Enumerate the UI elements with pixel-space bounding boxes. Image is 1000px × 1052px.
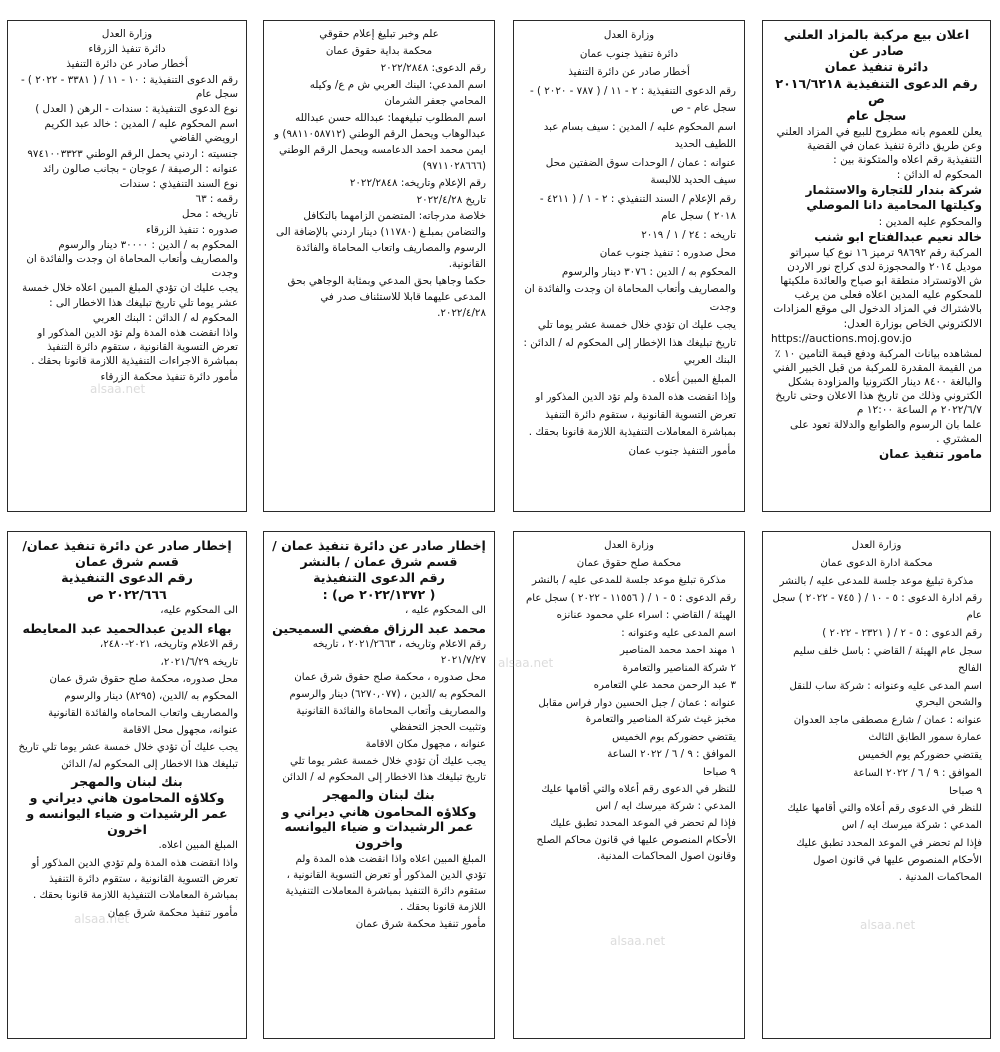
case-number: رقم الدعوى التنفيذية ٢٠١٦/٦٢١٨ ص <box>775 75 978 107</box>
notice-heading: دائرة تنفيذ عمان <box>824 59 929 75</box>
notice-text: حكما وجاهيا بحق المدعي وبمثابة الوجاهي بحق المدعى عليهما قابلا للاستئناف صدر في ٢٠٢٢/٤/٢٨. <box>287 275 486 320</box>
watermark-text: alsaa.net <box>498 656 554 670</box>
notice-text: علما بان الرسوم والطوابع والدلالة تعود على المشتري . <box>790 419 982 446</box>
notice-east-amman-execution-2 <box>7 531 247 1039</box>
notice-heading: إخطار صادر عن دائرة تنفيذ عمان/ قسم شرق عمان <box>22 538 232 569</box>
notice-text: المحكوم به / الدين : ٣٠٠٠٠ دينار والرسوم والمصاريف وأتعاب المحاماة ان وجدت والفائدة ان وجدت <box>26 238 238 280</box>
creditor-lawyers: وكلاؤه المحامون هاني ديراني و عمر الرشيدات و ضياء اليوانسه و اخرون <box>26 790 228 837</box>
notice-text: المحكوم به /الدين ، (٦٢٧٠,٠٧٧) دينار والرسوم والمصاريف وأتعاب المحاماة والفائدة القانونية وتثبيت الحجز التحفظي <box>289 689 486 733</box>
registry: سجل عام <box>846 108 907 124</box>
notice-text: عنوانه ، مجهول مكان الاقامة <box>365 738 486 750</box>
notice-heading: رقم الدعوى التنفيذية <box>61 570 193 586</box>
debtor-name: خالد نعيم عبدالفتاح ابو شنب <box>814 229 982 244</box>
notice-text: رقم الإعلام / السند التنفيذي : ٢ - ١ / ( ٤٢١١ - ٢٠١٨ ) سجل عام <box>539 192 736 222</box>
notice-heading: وزارة العدل <box>603 29 655 41</box>
notice-text: المحكوم به / الدين : ٣٠٧٦ دينار والرسوم والمصاريف وأتعاب المحاماة ان وجدت والفائدة ان وجدت <box>524 265 736 313</box>
notice-zarqa-execution <box>7 20 247 512</box>
notice-heading: وزارة العدل <box>101 28 153 40</box>
notice-text: تاريخه : ٢٤ / ١ / ٢٠١٩ <box>641 228 736 241</box>
creditor-name: بنك لبنان والمهجر <box>323 787 435 803</box>
notice-text: يجب عليك أن تؤدي خلال خمسة عشر يوما تلي تاريخ تبليغك هذا الاخطار إلى المحكوم له/ الدائن <box>18 742 238 770</box>
notice-text: المبلغ المبين أعلاه . <box>652 372 736 385</box>
notice-text: عنوانه : عمان / شارع مصطفى ماجد العدوان عمارة سمور الطابق الثالث <box>793 715 982 744</box>
notice-text: ٣ عبد الرحمن محمد علي التعامره <box>593 680 736 692</box>
creditor-lawyers: وكلاؤه المحامون هاني ديراني و عمر الرشيدات و ضياء اليوانسه واخرون <box>281 803 477 850</box>
case-number: ( ٢٠٢٢/١٣٧٢ ص) : <box>322 586 436 602</box>
case-number: رقم الدعوى : ٥ - ٢ / ( ٢٣٢١ - ٢٠٢٢ ) <box>822 628 982 640</box>
notice-text: اسم المطلوب تبليغهما: عبدالله حسن عبدالله عبدالوهاب ويحمل الرقم الوطني (٩٨١١٠٥٨٧١٢) و ايمن محمد احمد الدعامسه ويحمل الرقم الوطني (٩٧١١٠٢٨٦٦٦) <box>274 111 486 172</box>
notice-text: محل صدوره ، محكمة صلح حقوق شرق عمان <box>294 672 486 684</box>
case-number: ٢٠٢٢/٦٦٦ ص <box>87 586 167 602</box>
case-number: رقم الدعوى: ٢٠٢٢/٢٨٤٨ <box>380 61 486 74</box>
notice-text: ١ مهند احمد محمد المناصير <box>620 645 736 657</box>
notice-text: ٩ صباحا <box>949 785 982 797</box>
notice-text: يجب عليك ان تؤدي المبلغ المبين اعلاه خلال خمسة عشر يوما تلي تاريخ تبليغك هذا الاخطار الى : <box>22 282 238 309</box>
notice-text: ٢ شركة المناصير والتعامرة <box>622 662 736 674</box>
notice-heading: أخطار صادر عن دائرة التنفيذ <box>66 58 188 71</box>
notice-text: اسم المدعى عليه وعنوانه : <box>621 627 736 639</box>
notice-text: الموافق : ٩ / ٦ / ٢٠٢٢ الساعة <box>853 767 982 779</box>
notice-heading: أخطار صادر عن دائرة التنفيذ <box>568 66 690 78</box>
notice-heading: محكمة صلح حقوق عمان <box>576 557 682 569</box>
notice-east-amman-execution-1 <box>263 531 495 1039</box>
notice-text: عنوانه : عمان / جبل الحسين دوار فراس مقابل مخبز غيث شركة المناصير والتعامرة <box>538 697 736 726</box>
notice-text: للنظر في الدعوى رقم أعلاه والتي أقامها عليك المدعي : شركة ميرسك ايه / اس <box>787 803 982 832</box>
notice-text: عنوانه، مجهول محل الاقامة <box>122 724 238 736</box>
notice-text: الى المحكوم عليه ، <box>404 605 486 617</box>
notice-heading: وزارة العدل <box>604 540 654 551</box>
notice-text: الى المحكوم عليه، <box>160 605 238 617</box>
signoff: مأمور دائرة تنفيذ محكمة الزرقاء <box>100 370 238 383</box>
notice-text: عنوانه : الرصيفة / عوجان - بجانب صالون رائد <box>42 162 238 175</box>
notice-heading: دائرة تنفيذ الزرقاء <box>88 43 166 56</box>
notice-text: رقم الاعلام وتاريخه، ٢٠٢١-٢٤٨٠، <box>99 639 238 651</box>
notice-heading: اعلان بيع مركبة بالمزاد العلني صادر عن <box>783 27 970 58</box>
notice-text: الهيئة / القاضي : اسراء علي محمود عنانزه <box>556 610 736 622</box>
notice-heading: إخطار صادر عن دائرة تنفيذ عمان / قسم شرق عمان / بالنشر <box>272 538 486 569</box>
notice-magistrate-court <box>513 531 745 1039</box>
notice-text: واذا انقضت هذه المدة ولم تؤدي الدين المذكور أو تعرض التسوية القانونية ، ستقوم دائرة التنفيذ بمباشرة المعاملات التنفيذية اللازمة قانونا بحقك . <box>31 857 238 902</box>
notice-text: رقم الاعلام وتاريخه ، ٢٠٢١/٢٦٦٣ ، تاريخه ٢٠٢١/٧/٢٧ <box>312 639 486 667</box>
debtor-label: والمحكوم عليه المدين : <box>878 215 982 228</box>
notice-text: المبلغ المبين اعلاه. <box>158 840 238 852</box>
notice-text: محل صدوره، محكمة صلح حقوق شرق عمان <box>49 673 238 685</box>
auction-url[interactable]: https://auctions.moj.gov.jo <box>771 332 912 345</box>
notice-text: يقتضي حضوركم يوم الخميس <box>612 731 736 743</box>
notice-text: المبلغ المبين اعلاه واذا انقضت هذه المدة ولم تؤدي الدين المذكور أو تعرض التسوية القانونية ، ستقوم دائرة التنفيذ بمباشرة المعاملات التنفيذية اللازمة قانونا بحقك . <box>285 853 486 913</box>
notice-heading: محكمة ادارة الدعوى عمان <box>820 557 933 569</box>
notice-text: تاريخه : محل <box>182 208 238 221</box>
notice-text: يقتضي حضوركم يوم الخميس <box>858 749 982 761</box>
auction-notice-vehicle <box>762 20 991 512</box>
notice-text: خلاصة مدرجاته: المتضمن الزامهما بالتكافل والتضامن بمبلـغ (١١٧٨٠) دينار اردني بالإضافة الى الرسوم والمصاريف واتعاب المحاماة والفائدة القانونية. <box>276 210 486 271</box>
notice-text: اسم المحكوم عليه / المدين : سيف بسام عبد اللطيف الحديد <box>543 120 736 150</box>
notice-text: سجل عام الهيئة / القاضي : باسل خلف سليم الفالح <box>793 645 982 674</box>
notice-heading: دائرة تنفيذ جنوب عمان <box>579 47 679 60</box>
notice-south-amman-execution <box>513 20 745 512</box>
notice-text: المحكوم له / الدائن : البنك العربي <box>92 311 238 324</box>
signoff: مأمور التنفيذ جنوب عمان <box>628 444 736 457</box>
watermark-text: alsaa.net <box>90 382 146 396</box>
notice-text: واذا انقضت هذه المدة ولم تؤد الدين المذكور او تعرض التسوية القانونية ، ستقوم دائرة التنفيذ بمباشرة الاجراءات التنفيذية اللازمة قانونا بحقك . <box>31 327 238 368</box>
notice-text: اسم المدعي: البنك العربي ش م ع/ وكيله المحامي جعفر الشرمان <box>309 78 486 107</box>
creditor-name: بنك لبنان والمهجر <box>71 773 183 789</box>
notice-text: المحكوم به /الدين، (٨٢٩٥) دينار والرسوم والمصاريف واتعاب المحاماه والفائدة القانونية <box>48 691 238 719</box>
notice-text: نوع الدعوى التنفيذية : سندات - الرهن ( العدل ) <box>35 103 238 116</box>
notice-text: لمشاهده بيانات المركبة ودفع قيمة التامين ١٠ ٪ من القيمة المقدرة للمركبة من قبل الخبير الفني والبالغة ٨٤٠٠ دينار الكترونيا والمزاودة بشكل الكتروني وذلك من تاريخ هذا الاعلان وحتى تاريخ ٢٠٢٢/٦/٧ م الساعة ١٢:٠٠ م <box>772 347 982 416</box>
signoff: مامور تنفيذ عمان <box>878 447 982 462</box>
notice-text: فإذا لم تحضر في الموعد المحدد تطبق عليك الأحكام المنصوص عليها في قانون اصول المحاكمات المدنية . <box>796 838 982 883</box>
watermark-text: alsaa.net <box>860 918 916 932</box>
notice-heading: محكمة بداية حقوق عمان <box>325 44 433 57</box>
notice-heading: مذكرة تبليغ موعد جلسة للمدعى عليه / بالنشر <box>779 575 974 587</box>
notice-text: اسم المدعى عليه وعنوانه : شركة ساب للنقل والشحن البحري <box>789 680 982 709</box>
notice-text: المركبة رقم ٩٨٦٩٢ ترميز ١٦ نوع كيا سيراتو موديل ٢٠١٤ والمحجوزة لدى كراج نور الاردن ش الاوتستراد منطقة ابو صياح والعائدة ملكيتها للمحكوم عليه المدين اعلاه فعلى من يرغب بالاشتراك في المزاد الدخول الى موقع المزادات الالكتروني الخاص بوزارة العدل: <box>773 247 982 330</box>
notice-text: يجب عليك ان تؤدي خلال خمسة عشر يوما تلي تاريخ تبليغك هذا الإخطار إلى المحكوم له / الدائن : البنك العربي <box>523 319 736 366</box>
notice-first-instance-court <box>263 20 495 512</box>
notice-text: صدوره : تنفيذ الزرقاء <box>145 223 238 236</box>
notice-heading: علم وخبر تبليغ إعلام حقوقي <box>319 28 439 40</box>
notice-heading: رقم الدعوى التنفيذية <box>313 570 445 586</box>
debtor-name: محمد عبد الرزاق مفضي السميحين <box>272 620 486 636</box>
notice-case-management-court <box>762 531 991 1039</box>
notice-heading: وزارة العدل <box>851 540 902 551</box>
debtor-name: بهاء الدين عبدالحميد عبد المعايطه <box>22 620 232 636</box>
notice-text: تاريخه ٢٠٢١/٦/٢٩، <box>160 656 238 668</box>
notice-text: وإذا انقضت هذه المدة ولم تؤد الدين المذكور او تعرض التسوية القانونية ، ستقوم دائرة التنفيذ بمباشرة المعاملات التنفيذية اللازمة قانونا بحقك . <box>528 391 736 438</box>
signoff: مأمور تنفيذ محكمة شرق عمان <box>355 919 486 931</box>
notice-text: اسم المحكوم عليه / المدين : خالد عبد الكريم ارويضي القاضي <box>44 118 238 145</box>
creditor-label: المحكوم له الدائن : <box>896 168 982 181</box>
case-number: رقم الدعوى : ٥ - ١ / ( ١١٥٥٦ - ٢٠٢٢ ) سجل عام <box>526 592 736 604</box>
case-number: رقم ادارة الدعوى : ٥ - ١٠ / ( ٧٤٥ - ٢٠٢٢ ) سجل عام <box>772 593 982 622</box>
notice-text: يجب عليك أن تؤدي خلال خمسة عشر يوما تلي تاريخ تبليغك هذا الاخطار إلى المحكوم له / الدائن <box>282 755 486 784</box>
case-number: رقم الدعوى التنفيذية : ١٠ - ١١ / ( ٣٣٨١ - ٢٠٢٢ ) - سجل عام <box>20 73 238 100</box>
signoff: مأمور تنفيذ محكمة شرق عمان <box>107 907 238 919</box>
notice-text: للنظر في الدعوى رقم أعلاه والتي أقامها عليك المدعي : شركة ميرسك ايه / اس <box>541 784 736 812</box>
watermark-text: alsaa.net <box>610 934 666 948</box>
notice-heading: مذكرة تبليغ موعد جلسة للمدعى عليه / بالنشر <box>532 575 726 587</box>
notice-text: فإذا لم تحضر في الموعد المحدد تطبق عليك الأحكام المنصوص عليها في قانون محاكم الصلح وقانون اصول المحاكمات المدنية. <box>536 818 736 863</box>
notice-text: نوع السند التنفيذي : سندات <box>119 178 238 191</box>
notice-text: عنوانه : عمان / الوحدات سوق الضفتين محل سيف الحديد للالبسة <box>545 156 736 186</box>
notice-text: رقم الإعلام وتاريخه: ٢٠٢٢/٢٨٤٨ <box>349 176 486 189</box>
notice-text: ٩ صباحا <box>703 766 736 778</box>
watermark-text: alsaa.net <box>74 912 130 926</box>
notice-text: يعلن للعموم بانه مطروح للبيع في المزاد العلني وعن طريق دائرة تنفيذ عمان في القضية التنفيذية رقم اعلاه والمتكونة بين : <box>776 125 982 166</box>
notice-text: رقمه : ٦٣ <box>195 193 238 206</box>
notice-text: الموافق : ٩ / ٦ / ٢٠٢٢ الساعة <box>607 749 736 761</box>
notice-text: محل صدوره : تنفيذ جنوب عمان <box>599 247 736 259</box>
creditor-name: شركة بندار للتجارة والاستثمار وكيلتها المحامية دانا الموصلي <box>805 182 982 213</box>
notice-text: جنسيته : اردني يحمل الرقم الوطني ٩٧٤١٠٠٣٣٢٣ <box>27 147 238 160</box>
notice-text: تاريخ ٢٠٢٢/٤/٢٨ <box>416 193 486 206</box>
case-number: رقم الدعوى التنفيذية : ٢ - ١١ / ( ٧٨٧ - ٢٠٢٠ ) - سجل عام - ص <box>530 84 736 114</box>
